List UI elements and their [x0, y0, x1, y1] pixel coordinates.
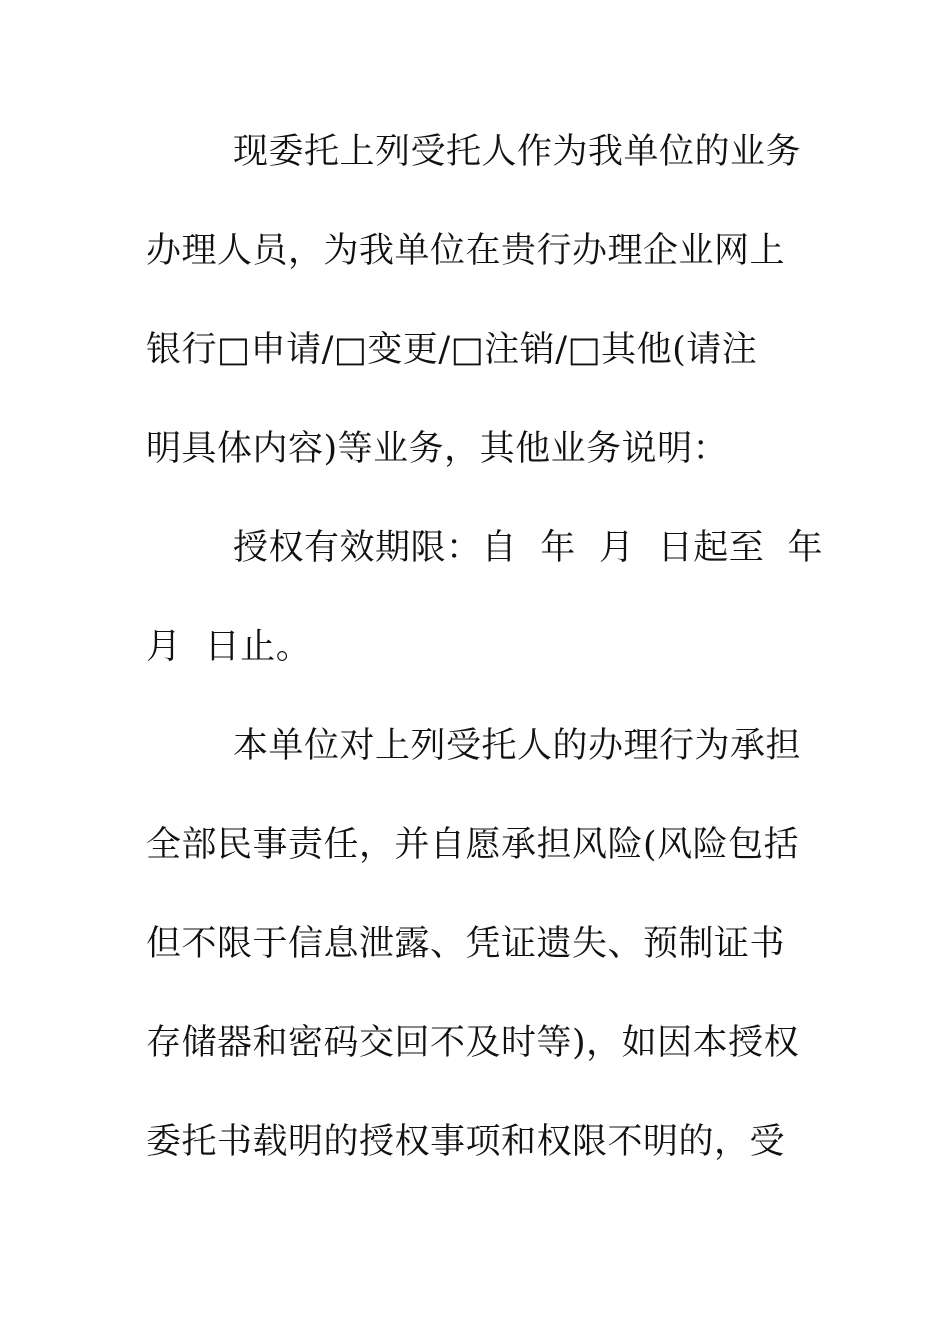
paragraph-2-line-2: 月 日止。 — [146, 627, 312, 667]
paragraph-1-line-1: 现委托上列受托人作为我单位的业务 — [233, 132, 802, 172]
paragraph-3-line-3: 但不限于信息泄露、凭证遗失、预制证书 — [146, 924, 786, 964]
paragraph-1-line-2: 办理人员，为我单位在贵行办理企业网上 — [146, 231, 786, 271]
paragraph-1-line-3: 银行□申请/□变更/□注销/□其他(请注 — [146, 330, 758, 370]
paragraph-2-line-1: 授权有效期限：自 年 月 日起至 年 — [233, 528, 824, 568]
paragraph-3-line-5: 委托书载明的授权事项和权限不明的，受 — [146, 1122, 786, 1162]
paragraph-3-line-1: 本单位对上列受托人的办理行为承担 — [233, 726, 802, 766]
paragraph-1-line-4: 明具体内容)等业务，其他业务说明： — [146, 429, 729, 469]
paragraph-3-line-4: 存储器和密码交回不及时等)，如因本授权 — [146, 1023, 800, 1063]
paragraph-3-line-2: 全部民事责任，并自愿承担风险(风险包括 — [146, 825, 800, 865]
